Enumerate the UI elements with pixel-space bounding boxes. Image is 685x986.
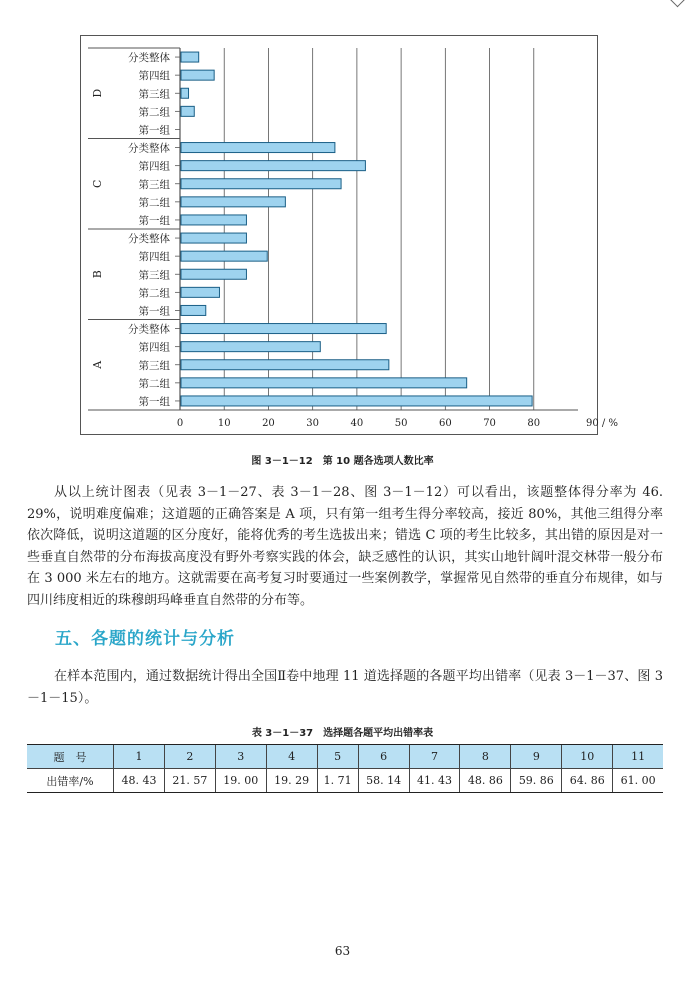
category-label: 第一组 xyxy=(138,395,170,408)
option-label: A xyxy=(91,360,104,369)
question-number-cell: 6 xyxy=(358,745,409,769)
error-rate-cell: 64. 86 xyxy=(562,769,613,793)
bar-chart xyxy=(80,35,618,435)
question-number-cell: 10 xyxy=(562,745,613,769)
question-number-cell: 7 xyxy=(409,745,460,769)
bar xyxy=(181,215,246,225)
option-label: D xyxy=(91,88,104,98)
bar xyxy=(181,161,365,171)
bar xyxy=(181,197,285,207)
category-label: 分类整体 xyxy=(128,323,170,336)
error-rate-cell: 1. 71 xyxy=(317,769,358,793)
analysis-paragraph: 从以上统计图表（见表 3－1－27、表 3－1－28、图 3－1－12）可以看出，该题整体得分率为 46. 29%，说明难度偏难；这道题的正确答案是 A 项，只有第一组考生得分率较高，接近 80%，其他三组得分率依次降低，说明这道题的区分度好，能将优秀的考生选拔出来；错选 C 项的考生比较多，其出错的原因是对一些垂直自然带的分布海拔高度没有野外考察实践的体会，缺乏感性的认识，其实山地针阔叶混交林带一般分布在 3 000 米左右的地方。这就需要在高考复习时要通过一些案例教学，掌握常见自然带的垂直分布规律，如与四川纬度相近的珠穆朗玛峰垂直自然带的分布等。 xyxy=(27,485,663,608)
question-number-cell: 1 xyxy=(114,745,165,769)
error-rate-cell: 48. 43 xyxy=(114,769,165,793)
category-label: 第四组 xyxy=(138,251,170,264)
header-label-cell: 题 号 xyxy=(27,745,114,769)
bar xyxy=(181,251,267,261)
category-label: 第一组 xyxy=(138,305,170,318)
x-tick-label: 0 xyxy=(176,418,184,429)
table-header-row xyxy=(27,745,663,769)
x-tick-label: 60 xyxy=(438,418,452,429)
category-label: 第二组 xyxy=(138,106,170,119)
error-rate-cell: 19. 29 xyxy=(266,769,317,793)
category-label: 第二组 xyxy=(138,287,170,300)
table-caption: 表 3－1－37 选择题各题平均出错率表 xyxy=(251,728,434,739)
question-number-cell: 3 xyxy=(215,745,266,769)
x-tick-label: 30 xyxy=(306,418,320,429)
bar xyxy=(181,342,320,352)
category-label: 第三组 xyxy=(138,359,170,372)
bar xyxy=(181,70,214,80)
question-number-cell: 4 xyxy=(266,745,317,769)
error-rate-cell: 61. 00 xyxy=(613,769,663,793)
error-rate-cell: 58. 14 xyxy=(358,769,409,793)
intro-paragraph: 在样本范围内，通过数据统计得出全国Ⅱ卷中地理 11 道选择题的各题平均出错率（见表 3－1－37、图 3－1－15）。 xyxy=(27,669,663,706)
bar xyxy=(181,287,219,297)
error-rate-cell: 41. 43 xyxy=(409,769,460,793)
question-number-cell: 2 xyxy=(164,745,215,769)
category-label: 第二组 xyxy=(138,196,170,209)
category-label: 分类整体 xyxy=(128,233,170,246)
category-label: 第四组 xyxy=(138,341,170,354)
category-label: 第三组 xyxy=(138,88,170,101)
question-number-cell: 11 xyxy=(613,745,663,769)
page-corner-mark xyxy=(670,0,685,7)
category-label: 第二组 xyxy=(138,377,170,390)
row-label-cell: 出错率/% xyxy=(27,769,114,793)
bar xyxy=(181,143,335,153)
category-label: 第三组 xyxy=(138,178,170,191)
x-tick-label: 10 xyxy=(217,418,231,429)
error-rate-cell: 19. 00 xyxy=(215,769,266,793)
section-title: 五、各题的统计与分析 xyxy=(55,629,235,649)
category-label: 第一组 xyxy=(138,124,170,137)
question-number-cell: 9 xyxy=(511,745,562,769)
error-rate-table xyxy=(27,744,663,793)
table-data-row xyxy=(27,769,663,793)
error-rate-cell: 59. 86 xyxy=(511,769,562,793)
bar xyxy=(181,88,189,98)
x-tick-label: 70 xyxy=(483,418,496,429)
category-label: 第四组 xyxy=(138,160,170,173)
x-tick-label: 40 xyxy=(350,418,364,429)
error-rate-cell: 48. 86 xyxy=(460,769,511,793)
error-rate-cell: 21. 57 xyxy=(164,769,215,793)
x-axis-label: 90 / % xyxy=(586,418,618,429)
bar xyxy=(181,324,386,334)
x-tick-label: 50 xyxy=(394,418,408,429)
bar xyxy=(181,269,246,279)
bar xyxy=(181,52,199,62)
figure-caption: 图 3－1－12 第 10 题各选项人数比率 xyxy=(251,456,434,467)
page-number: 63 xyxy=(334,944,351,958)
bar xyxy=(181,360,389,370)
option-label: B xyxy=(91,270,104,279)
category-label: 第三组 xyxy=(138,269,170,282)
question-number-cell: 5 xyxy=(317,745,358,769)
bar xyxy=(181,233,246,243)
x-tick-label: 20 xyxy=(262,418,275,429)
bar xyxy=(181,179,341,189)
bar xyxy=(181,106,194,116)
option-label: C xyxy=(91,179,104,188)
bar xyxy=(181,305,206,315)
bar xyxy=(181,378,467,388)
category-label: 第四组 xyxy=(138,70,170,83)
bar xyxy=(181,396,532,406)
category-label: 分类整体 xyxy=(128,52,170,65)
x-tick-label: 80 xyxy=(527,418,541,429)
category-label: 分类整体 xyxy=(128,142,170,155)
question-number-cell: 8 xyxy=(460,745,511,769)
category-label: 第一组 xyxy=(138,214,170,227)
